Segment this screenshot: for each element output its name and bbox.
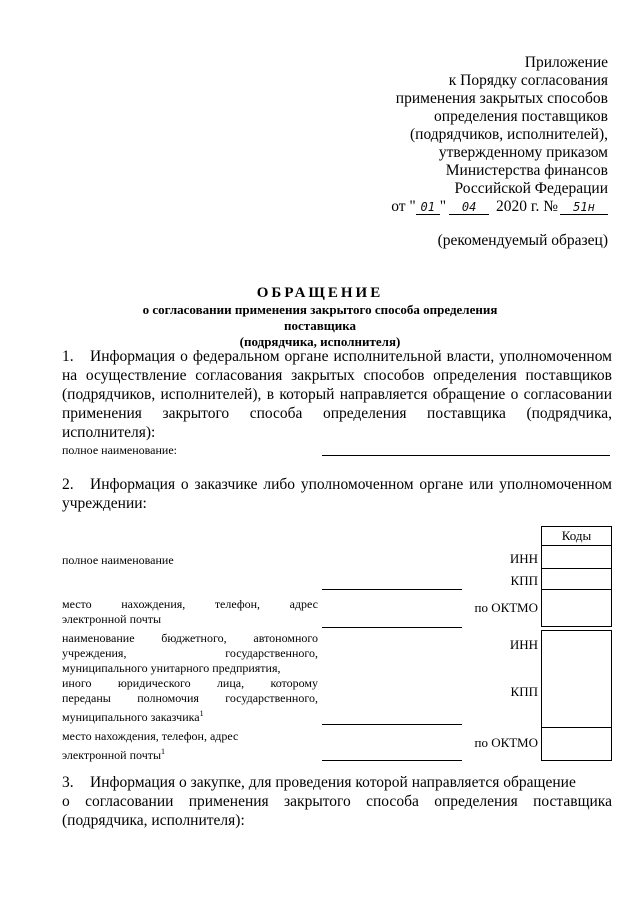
word: применения [188, 793, 269, 810]
document-title: ОБРАЩЕНИЕ [256, 285, 384, 301]
word: поставщика [533, 793, 612, 810]
word: согласовании [85, 793, 174, 810]
label-word: телефон, [214, 597, 261, 611]
footnote-mark: 1 [161, 747, 166, 756]
section-3-text [62, 773, 612, 830]
oktmo-label: по ОКТМО [474, 600, 538, 615]
label-word: место [62, 597, 92, 611]
date-prefix: от " [391, 198, 416, 215]
label-word: государственного, [225, 646, 318, 660]
section-3-line1: Информация о закупке, для проведения которой направляется обращение [90, 774, 576, 791]
label-line [62, 646, 318, 661]
label-word: переданы [62, 691, 111, 705]
section-3-line [62, 773, 612, 792]
customer2-location-field[interactable] [322, 760, 462, 761]
header-line: Приложение [524, 54, 608, 71]
date-day-handwritten: 01 [416, 200, 440, 215]
section-1-fullname-field[interactable] [322, 455, 610, 456]
label-word: юридического [117, 676, 191, 690]
section-1-fullname-label: полное наименование: [62, 443, 177, 457]
label-word: лица, [216, 676, 245, 690]
label-word: наименование [62, 631, 135, 645]
oktmo-code-cell-2[interactable] [541, 727, 612, 761]
sample-note: (рекомендуемый образец) [437, 232, 608, 249]
label-word: муниципального заказчика [62, 710, 200, 724]
inn-label: ИНН [509, 551, 538, 566]
header-line: утвержденному приказом [438, 144, 608, 161]
label-word: муниципального унитарного предприятия, [62, 661, 281, 675]
kpp-label: КПП [510, 573, 538, 588]
label-line [62, 631, 318, 646]
label-word: которому [270, 676, 318, 690]
header-line: к Порядку согласования [448, 72, 608, 89]
word: закрытого [284, 793, 351, 810]
label-line [62, 597, 318, 612]
customer-location-field[interactable] [322, 627, 462, 628]
date-quote: " [439, 198, 447, 215]
label-line [62, 744, 238, 763]
header-line: Российской Федерации [454, 180, 608, 197]
inn-kpp-code-cell-2[interactable] [541, 630, 612, 728]
section-3-line [62, 792, 612, 811]
appendix-header [308, 54, 608, 216]
oktmo-code-cell-1[interactable] [541, 589, 612, 627]
section-1-body: Информация о федеральном органе исполнительной власти, уполномоченном на осуществление согласования закрытых способов определения поставщиков (подрядчиков, исполнителей), в который направляется обращение о согласовании применения закрытого способа определения поставщика (подрядчика, исполнителя): [62, 348, 612, 441]
inn-label: ИНН [509, 637, 538, 652]
footnote-mark: 1 [199, 709, 204, 718]
subtitle-line: о согласовании применения закрытого способа определения поставщика [142, 302, 498, 333]
section-number: 1. [62, 348, 74, 365]
customer-fullname-label: полное наименование [62, 553, 174, 567]
budget-institution-label [62, 631, 318, 725]
label-line [62, 676, 318, 691]
header-line: применения закрытых способов [395, 90, 608, 107]
label-word: учреждения, [62, 646, 127, 660]
customer-location-label [62, 597, 318, 627]
section-1-text [62, 347, 612, 442]
label-line [62, 691, 318, 706]
date-month-handwritten: 04 [449, 200, 489, 215]
customer-fullname-field[interactable] [322, 589, 462, 590]
kpp-label: КПП [510, 684, 538, 699]
label-word: бюджетного, [161, 631, 227, 645]
label-word: адрес [289, 597, 318, 611]
label-line [62, 661, 318, 676]
section-number: 3. [62, 774, 74, 791]
word: определения [434, 793, 518, 810]
section-2-body: Информация о заказчике либо уполномоченном органе или уполномоченном учреждении: [62, 476, 612, 512]
label-word: электронной почты [62, 748, 162, 762]
section-number: 2. [62, 476, 74, 493]
header-line: определения поставщиков [434, 108, 608, 125]
label-line: электронной почты [62, 612, 162, 626]
label-line: место нахождения, телефон, адрес [62, 729, 239, 743]
word: способа [366, 793, 419, 810]
subtitle-line: (подрядчика, исполнителя) [239, 334, 401, 349]
customer2-location-label [62, 729, 238, 763]
order-date-line [308, 198, 608, 216]
codes-header: Коды [541, 526, 612, 546]
inn-code-cell-1[interactable] [541, 545, 612, 569]
label-word: иного [62, 676, 92, 690]
label-word: государственного, [225, 691, 318, 705]
label-line [62, 706, 318, 725]
label-word: автономного [253, 631, 318, 645]
order-number-handwritten: 51н [560, 200, 608, 215]
section-3-line: (подрядчика, исполнителя): [62, 812, 245, 829]
word: о [62, 793, 70, 810]
oktmo-label: по ОКТМО [474, 735, 538, 750]
header-line: Министерства финансов [445, 162, 608, 179]
label-word: полномочия [137, 691, 199, 705]
budget-institution-field[interactable] [322, 724, 462, 725]
kpp-code-cell-1[interactable] [541, 568, 612, 590]
label-word: нахождения, [121, 597, 186, 611]
document-subtitle [110, 302, 530, 350]
section-2-text [62, 475, 612, 513]
header-line: (подрядчиков, исполнителей), [409, 126, 608, 143]
date-year-text: 2020 г. № [495, 198, 558, 215]
